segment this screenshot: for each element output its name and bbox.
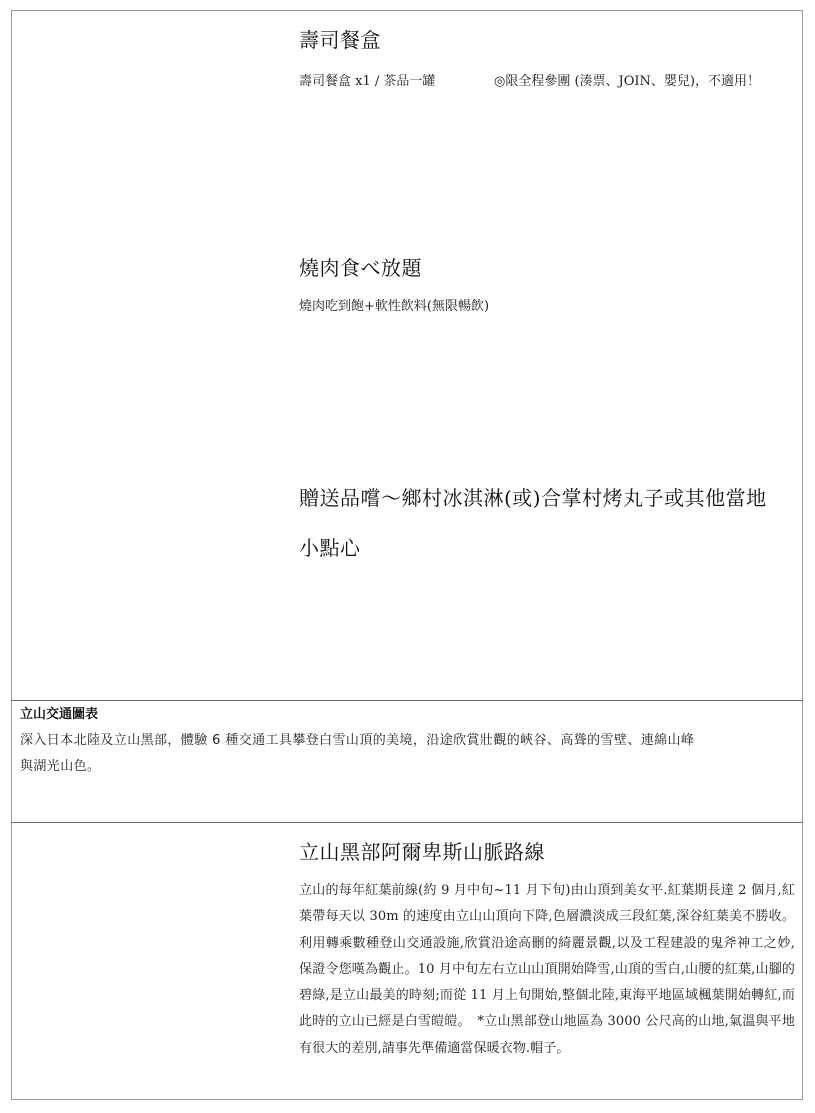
- sushi-note: ◎限全程參團 (湊票、JOIN、嬰兒)，不適用！: [494, 74, 760, 89]
- alpine-route-section: [299, 838, 795, 1075]
- gift-section: [299, 480, 795, 566]
- tateyama-transport-title: 立山交通圖表: [20, 707, 99, 722]
- section-divider: [11, 700, 803, 701]
- sushi-details: [299, 70, 795, 90]
- sushi-section: [299, 26, 795, 90]
- section-divider: [11, 822, 803, 823]
- gift-title: [299, 480, 795, 566]
- gift-title-line2: 小點心: [299, 536, 361, 560]
- yakiniku-title: 燒肉食べ放題: [299, 256, 422, 280]
- yakiniku-section: [299, 254, 795, 316]
- alpine-route-title: 立山黑部阿爾卑斯山脈路線: [299, 840, 545, 864]
- tateyama-transport-section: [20, 706, 798, 780]
- tateyama-transport-desc-line2: 與湖光山色。: [20, 759, 101, 774]
- sushi-items: 壽司餐盒 x1 / 茶品一罐: [299, 74, 436, 89]
- alpine-route-paragraph: 立山的每年紅葉前線(約 9 月中旬~11 月下旬)由山頂到美女平.紅葉期長達 2 個月,紅葉帶每天以 30m 的速度由立山山頂向下降,色層濃淡成三段紅葉,深谷紅葉美不勝收。利用轉乘數種登山交通設施,欣賞沿途高刪的綺麗景觀,以及工程建設的鬼斧神工之妙,保證令您嘆為觀止。10 月中旬左右立山山頂開始降雪,山頂的雪白,山腰的紅葉,山腳的碧綠,是立山最美的時刻;而從 11 月上旬開始,整個北陸,東海平地區域楓葉開始轉紅,而此時的立山已經是白雪皚皚。 *立山黑部登山地區為 3000 公尺高的山地,氣溫與平地有很大的差別,請事先準備適當保暖衣物.帽子。: [299, 883, 795, 1056]
- tateyama-transport-desc: [20, 728, 798, 780]
- yakiniku-desc: 燒肉吃到飽+軟性飲料(無限暢飲): [299, 299, 490, 314]
- gift-title-line1: 贈送品嚐～鄉村冰淇淋(或)合掌村烤丸子或其他當地: [299, 486, 767, 510]
- sushi-title: 壽司餐盒: [299, 28, 381, 52]
- tateyama-transport-desc-line1: 深入日本北陸及立山黑部，體驗 6 種交通工具攀登白雪山頂的美境，沿途欣賞壯觀的峽谷、高聳的雪壁、連綿山峰: [20, 733, 695, 748]
